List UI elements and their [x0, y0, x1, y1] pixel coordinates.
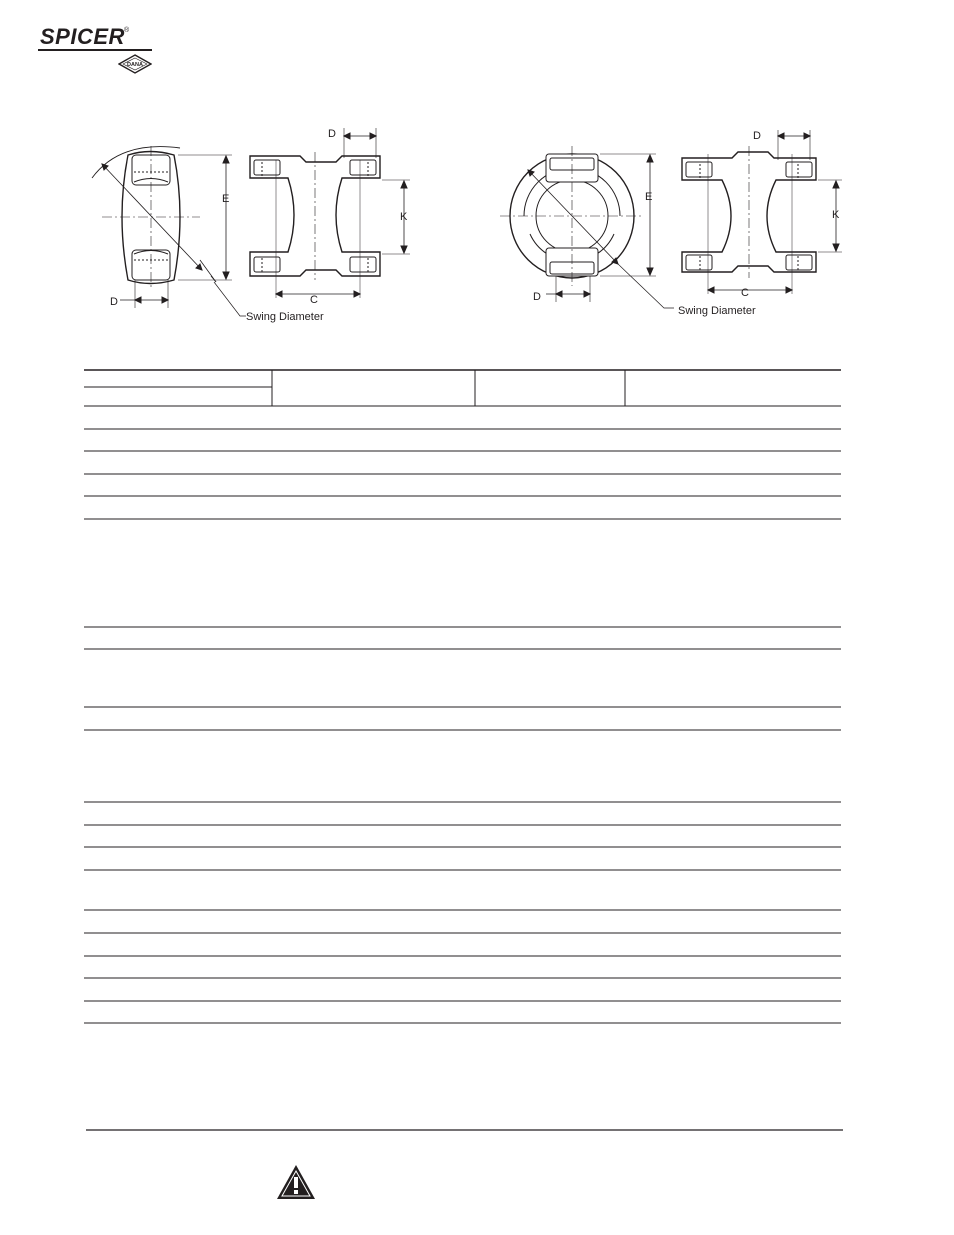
- brand-underline: [38, 49, 152, 51]
- right-label-d-bottom: D: [533, 291, 541, 303]
- left-label-d-top: D: [328, 128, 336, 140]
- left-label-e: E: [222, 193, 230, 205]
- badge-text: DANA: [127, 62, 143, 69]
- dana-badge-icon: [118, 54, 152, 74]
- right-swing-diameter-callout: Swing Diameter: [678, 305, 756, 317]
- right-label-e: E: [645, 191, 653, 203]
- warning-triangle-icon: [276, 1164, 316, 1200]
- left-label-d-bottom: D: [110, 296, 118, 308]
- brand-wordmark: SPICER: [40, 24, 125, 49]
- left-swing-diameter-callout: Swing Diameter: [246, 311, 324, 323]
- left-label-k: K: [400, 211, 408, 223]
- diagram-right: [500, 122, 850, 324]
- right-label-k: K: [832, 209, 840, 221]
- spicer-logo: [38, 24, 154, 76]
- diagram-right-drawing: [500, 122, 850, 324]
- diagram-left-drawing: [80, 120, 440, 330]
- right-label-d-top: D: [753, 130, 761, 142]
- diagram-left: [80, 120, 440, 330]
- registered-mark: ®: [124, 27, 130, 34]
- right-label-c: C: [741, 287, 749, 299]
- left-label-c: C: [310, 294, 318, 306]
